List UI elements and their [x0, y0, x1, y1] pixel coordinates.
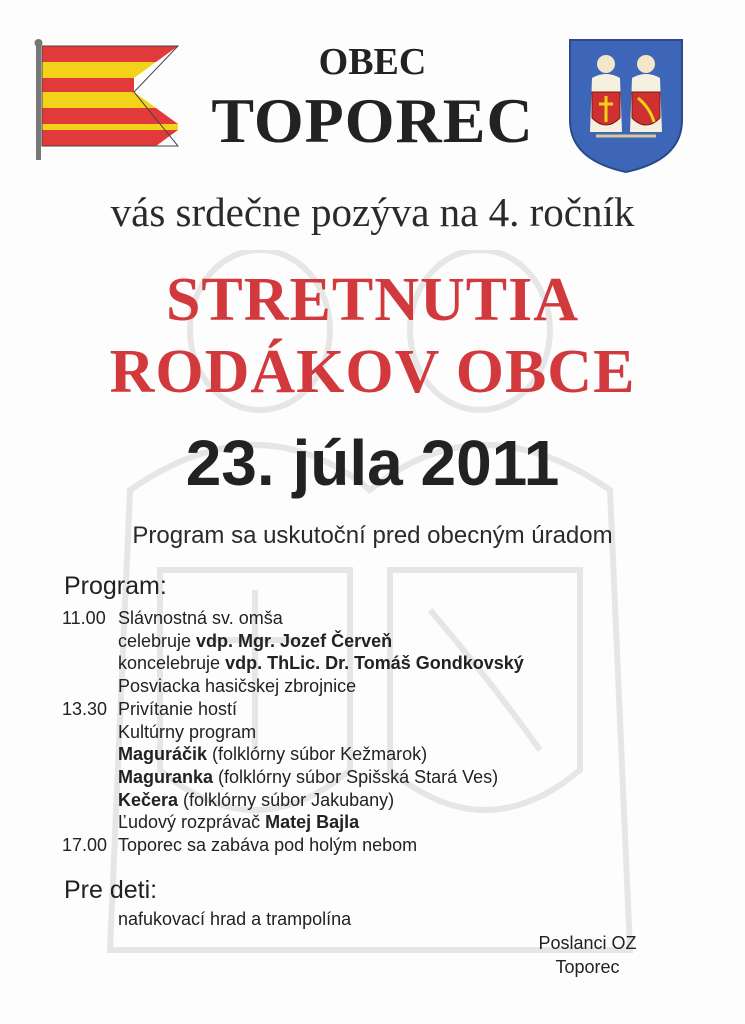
program-text-bold: Kečera — [118, 789, 179, 810]
event-place: Program sa uskutoční pred obecným úradom — [132, 522, 613, 549]
village-name: TOPOREC — [211, 85, 534, 156]
kids-heading: Pre deti: — [64, 876, 158, 904]
program-item — [62, 766, 524, 789]
event-title-line2: RODÁKOV OBCE — [109, 338, 636, 406]
program-text — [118, 698, 237, 721]
program-text-suffix: (folklórny súbor Jakubany) — [178, 789, 395, 810]
obec-label: OBEC — [318, 41, 427, 83]
program-item — [62, 789, 524, 812]
program-text-suffix: (folklórny súbor Spišská Stará Ves) — [213, 766, 499, 787]
program-text — [118, 834, 417, 857]
program-item — [62, 834, 524, 857]
program-text — [118, 811, 359, 834]
program-text-prefix: celebruje — [118, 630, 197, 651]
program-text-prefix: Ľudový rozprávač — [118, 812, 266, 833]
program-time — [62, 789, 118, 812]
event-title — [0, 264, 745, 408]
program-time — [62, 630, 118, 653]
program-item — [62, 630, 524, 653]
kids-text: nafukovací hrad a trampolína — [118, 909, 352, 929]
program-item — [62, 652, 524, 675]
program-item — [62, 811, 524, 834]
program-text — [118, 743, 427, 766]
program-text — [118, 721, 256, 744]
signature-line2: Toporec — [555, 957, 620, 977]
event-date: 23. júla 2011 — [185, 427, 560, 499]
program-time: 17.00 — [62, 835, 108, 856]
program-list — [62, 607, 524, 857]
program-time — [62, 652, 118, 675]
program-text — [118, 766, 498, 789]
program-text-suffix: (folklórny súbor Kežmarok) — [207, 744, 428, 765]
program-time — [62, 675, 118, 698]
program-text-plain: Kultúrny program — [118, 721, 257, 742]
program-text-plain: Toporec sa zabáva pod holým nebom — [118, 835, 418, 856]
program-text-bold: Maguranka — [118, 766, 214, 787]
program-text-plain: Privítanie hostí — [118, 698, 238, 719]
program-item — [62, 607, 524, 630]
program-item — [62, 698, 524, 721]
event-title-line1: STRETNUTIA — [165, 266, 580, 334]
program-time — [62, 766, 118, 789]
program-time: 11.00 — [62, 608, 106, 628]
program-text — [118, 789, 394, 812]
program-text — [118, 652, 524, 675]
program-time — [62, 721, 118, 744]
program-item — [62, 721, 524, 744]
program-heading: Program: — [64, 572, 167, 600]
signature-line1: Poslanci OZ — [538, 933, 637, 953]
invitation-line: vás srdečne pozýva na 4. ročník — [110, 189, 635, 235]
program-text-plain: Slávnostná sv. omša — [118, 608, 283, 628]
program-text — [118, 607, 283, 630]
program-time: 13.30 — [62, 698, 108, 719]
program-text-prefix: koncelebruje — [118, 653, 226, 674]
program-item — [62, 675, 524, 698]
program-text-bold: vdp. Mgr. Jozef Červeň — [196, 630, 393, 651]
program-item — [62, 743, 524, 766]
program-text-bold: Maguráčik — [118, 744, 208, 765]
program-time — [62, 811, 118, 834]
program-text — [118, 630, 392, 653]
program-text-bold: vdp. ThLic. Dr. Tomáš Gondkovský — [225, 653, 524, 674]
signature — [520, 931, 655, 979]
program-text-plain: Posviacka hasičskej zbrojnice — [118, 676, 357, 697]
program-time — [62, 743, 118, 766]
program-text — [118, 675, 356, 698]
program-text-bold: Matej Bajla — [265, 812, 360, 833]
